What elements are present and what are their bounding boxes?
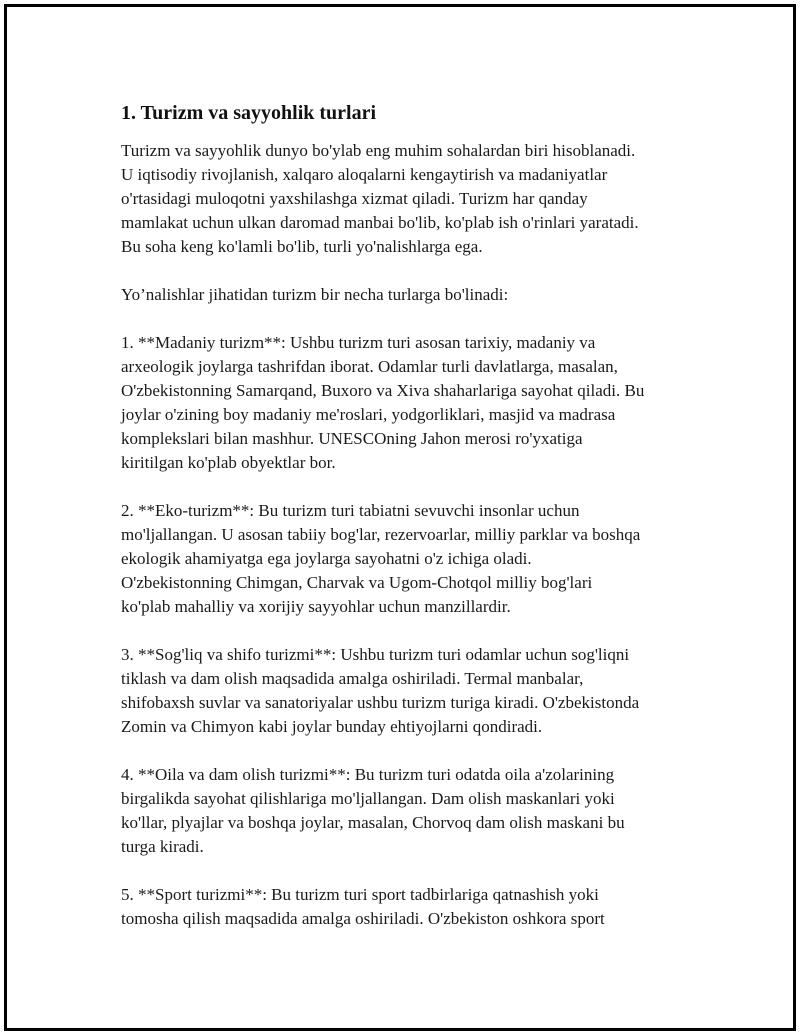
page-frame [4,4,796,1031]
document-body [121,101,701,955]
paragraph-family-tourism: 4. **Oila va dam olish turizmi**: Bu turizm turi odatda oila a'zolarining birgalikda sayohat qilishlariga mo'ljallangan. Dam olish maskanlari yoki ko'llar, plyajlar va boshqa joylar, masalan, Chorvoq dam olish maskani bu turga kiradi. [121,765,625,856]
paragraph-eco-tourism: 2. **Eko-turizm**: Bu turizm turi tabiatni sevuvchi insonlar uchun mo'ljallangan. U asosan tabiiy bog'lar, rezervoarlar, milliy parklar va boshqa ekologik ahamiyatga ega joylarga sayohatni o'z ichiga oladi. O'zbekistonning Chimgan, Charvak va Ugom-Chotqol milliy bog'lari ko'plab mahalliy va xorijiy sayyohlar uchun manzillardir. [121,501,641,616]
paragraph-directions: Yo’nalishlar jihatidan turizm bir necha turlarga bo'linadi: [121,285,509,304]
paragraph-sport-tourism: 5. **Sport turizmi**: Bu turizm turi sport tadbirlariga qatnashish yoki tomosha qilish maqsadida amalga oshiriladi. O'zbekiston oshkora sport [121,885,605,928]
paragraph-health-tourism: 3. **Sog'liq va shifo turizmi**: Ushbu turizm turi odamlar uchun sog'liqni tiklash va dam olish maqsadida amalga oshiriladi. Termal manbalar, shifobaxsh suvlar va sanatoriyalar ushbu turizm turiga kiradi. O'zbekistonda Zomin va Chimyon kabi joylar bunday ehtiyojlarni qondiradi. [121,645,640,736]
paragraph-cultural-tourism: 1. **Madaniy turizm**: Ushbu turizm turi asosan tarixiy, madaniy va arxeologik joylarga tashrifdan iborat. Odamlar turli davlatlarga, masalan, O'zbekistonning Samarqand, Buxoro va Xiva shaharlariga sayohat qiladi. Bu joylar o'zining boy madaniy me'roslari, yodgorliklari, masjid va madrasa komplekslari bilan mashhur. UNESCOning Jahon merosi ro'yxatiga kiritilgan ko'plab obyektlar bor. [121,333,645,472]
paragraph-intro: Turizm va sayyohlik dunyo bo'ylab eng muhim sohalardan biri hisoblanadi. U iqtisodiy rivojlanish, xalqaro aloqalarni kengaytirish va madaniyatlar o'rtasidagi muloqotni yaxshilashga xizmat qiladi. Turizm har qanday mamlakat uchun ulkan daromad manbai bo'lib, ko'plab ish o'rinlari yaratadi. Bu soha keng ko'lamli bo'lib, turli yo'nalishlarga ega. [121,141,639,256]
section-heading: 1. Turizm va sayyohlik turlari [121,102,377,124]
